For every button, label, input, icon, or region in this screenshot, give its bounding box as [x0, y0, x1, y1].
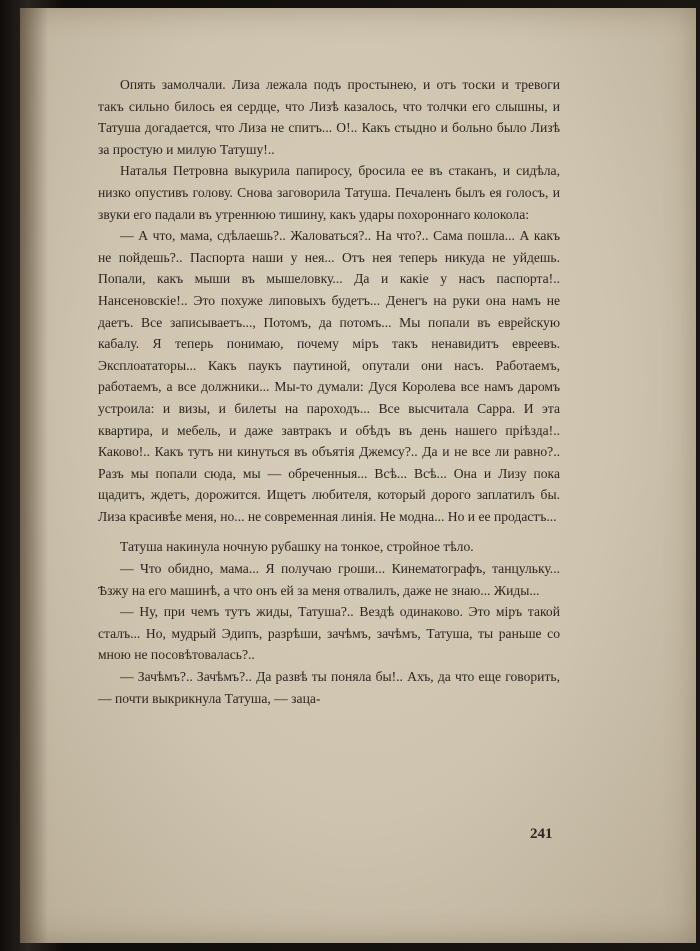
paragraph: — А что, мама, сдѣлаешь?.. Жаловаться?.. На что?.. Сама пошла... А какъ не пойдешь?.. Паспорта наши у нея... Отъ нея теперь никуда не уйдешь. Попали, какъ мыши въ мышеловку... Да и какіе у насъ паспорта!.. Нансеновскіе!.. Это похуже липовыхъ будетъ... Денегъ на руки она намъ не даетъ. Все записываетъ..., Потомъ, да потомъ... Мы попали въ еврейскую кабалу. Я теперь понимаю, почему міръ такъ ненавидитъ евреевъ. Эксплоататоры... Какъ паукъ паутиной, опутали они насъ. Работаемъ, работаемъ, а все должники... Мы-то думали: Дуся Королева все намъ даромъ устроила: и визы, и билеты на пароходъ... Все высчитала Сарра. И эта квартира, и мебель, и даже завтракъ и обѣдъ въ день нашего пріѣзда!.. Каково!.. Какъ тутъ ни кинуться въ объятія Джемсу?.. Да и не все ли равно?.. Разъ мы попали сюда, мы — обреченныя... Всѣ... Всѣ... Она и Лизу пока щадитъ, ждетъ, дорожится. Ищетъ любителя, который дорого заплатилъ бы. Лиза красивѣе меня, но... не современная линія. Не модна... Но и ее продастъ... [98, 228, 560, 524]
page-number: 241 [530, 826, 553, 842]
paragraph: Опять замолчали. Лиза лежала подъ простынею, и отъ тоски и тревоги такъ сильно билось ея сердце, что Лизѣ казалось, что толчки его слышны, и Татуша догадается, что Лиза не спитъ... О!.. Какъ стыдно и больно было Лизѣ за простую и милую Татушу!.. [98, 77, 560, 157]
paragraph: — Ну, при чемъ тутъ жиды, Татуша?.. Вездѣ одинаково. Это міръ такой сталъ... Но, мудрый Эдипъ, разрѣши, зачѣмъ, зачѣмъ, Татуша, ты раньше со мною не посовѣтовалась?.. [98, 604, 560, 663]
paragraph: — Что обидно, мама... Я получаю гроши... Кинематографъ, танцульку... Ѣзжу на его машинѣ, а что онъ ей за меня отвалилъ, даже не знаю... Жиды... [98, 561, 560, 598]
paragraph: Татуша накинула ночную рубашку на тонкое, стройное тѣло. [120, 539, 474, 555]
paragraph: — Зачѣмъ?.. Зачѣмъ?.. Да развѣ ты поняла бы!.. Ахъ, да что еще говорить, — почти выкрикнула Татуша, — заца- [98, 669, 560, 706]
paragraph: Наталья Петровна выкурила папиросу, бросила ее въ стаканъ, и сидѣла, низко опустивъ голову. Снова заговорила Татуша. Печаленъ былъ ея голосъ, и звуки его падали въ утреннюю тишину, какъ удары похороннаго колокола: [98, 163, 560, 222]
page-text [98, 74, 560, 709]
